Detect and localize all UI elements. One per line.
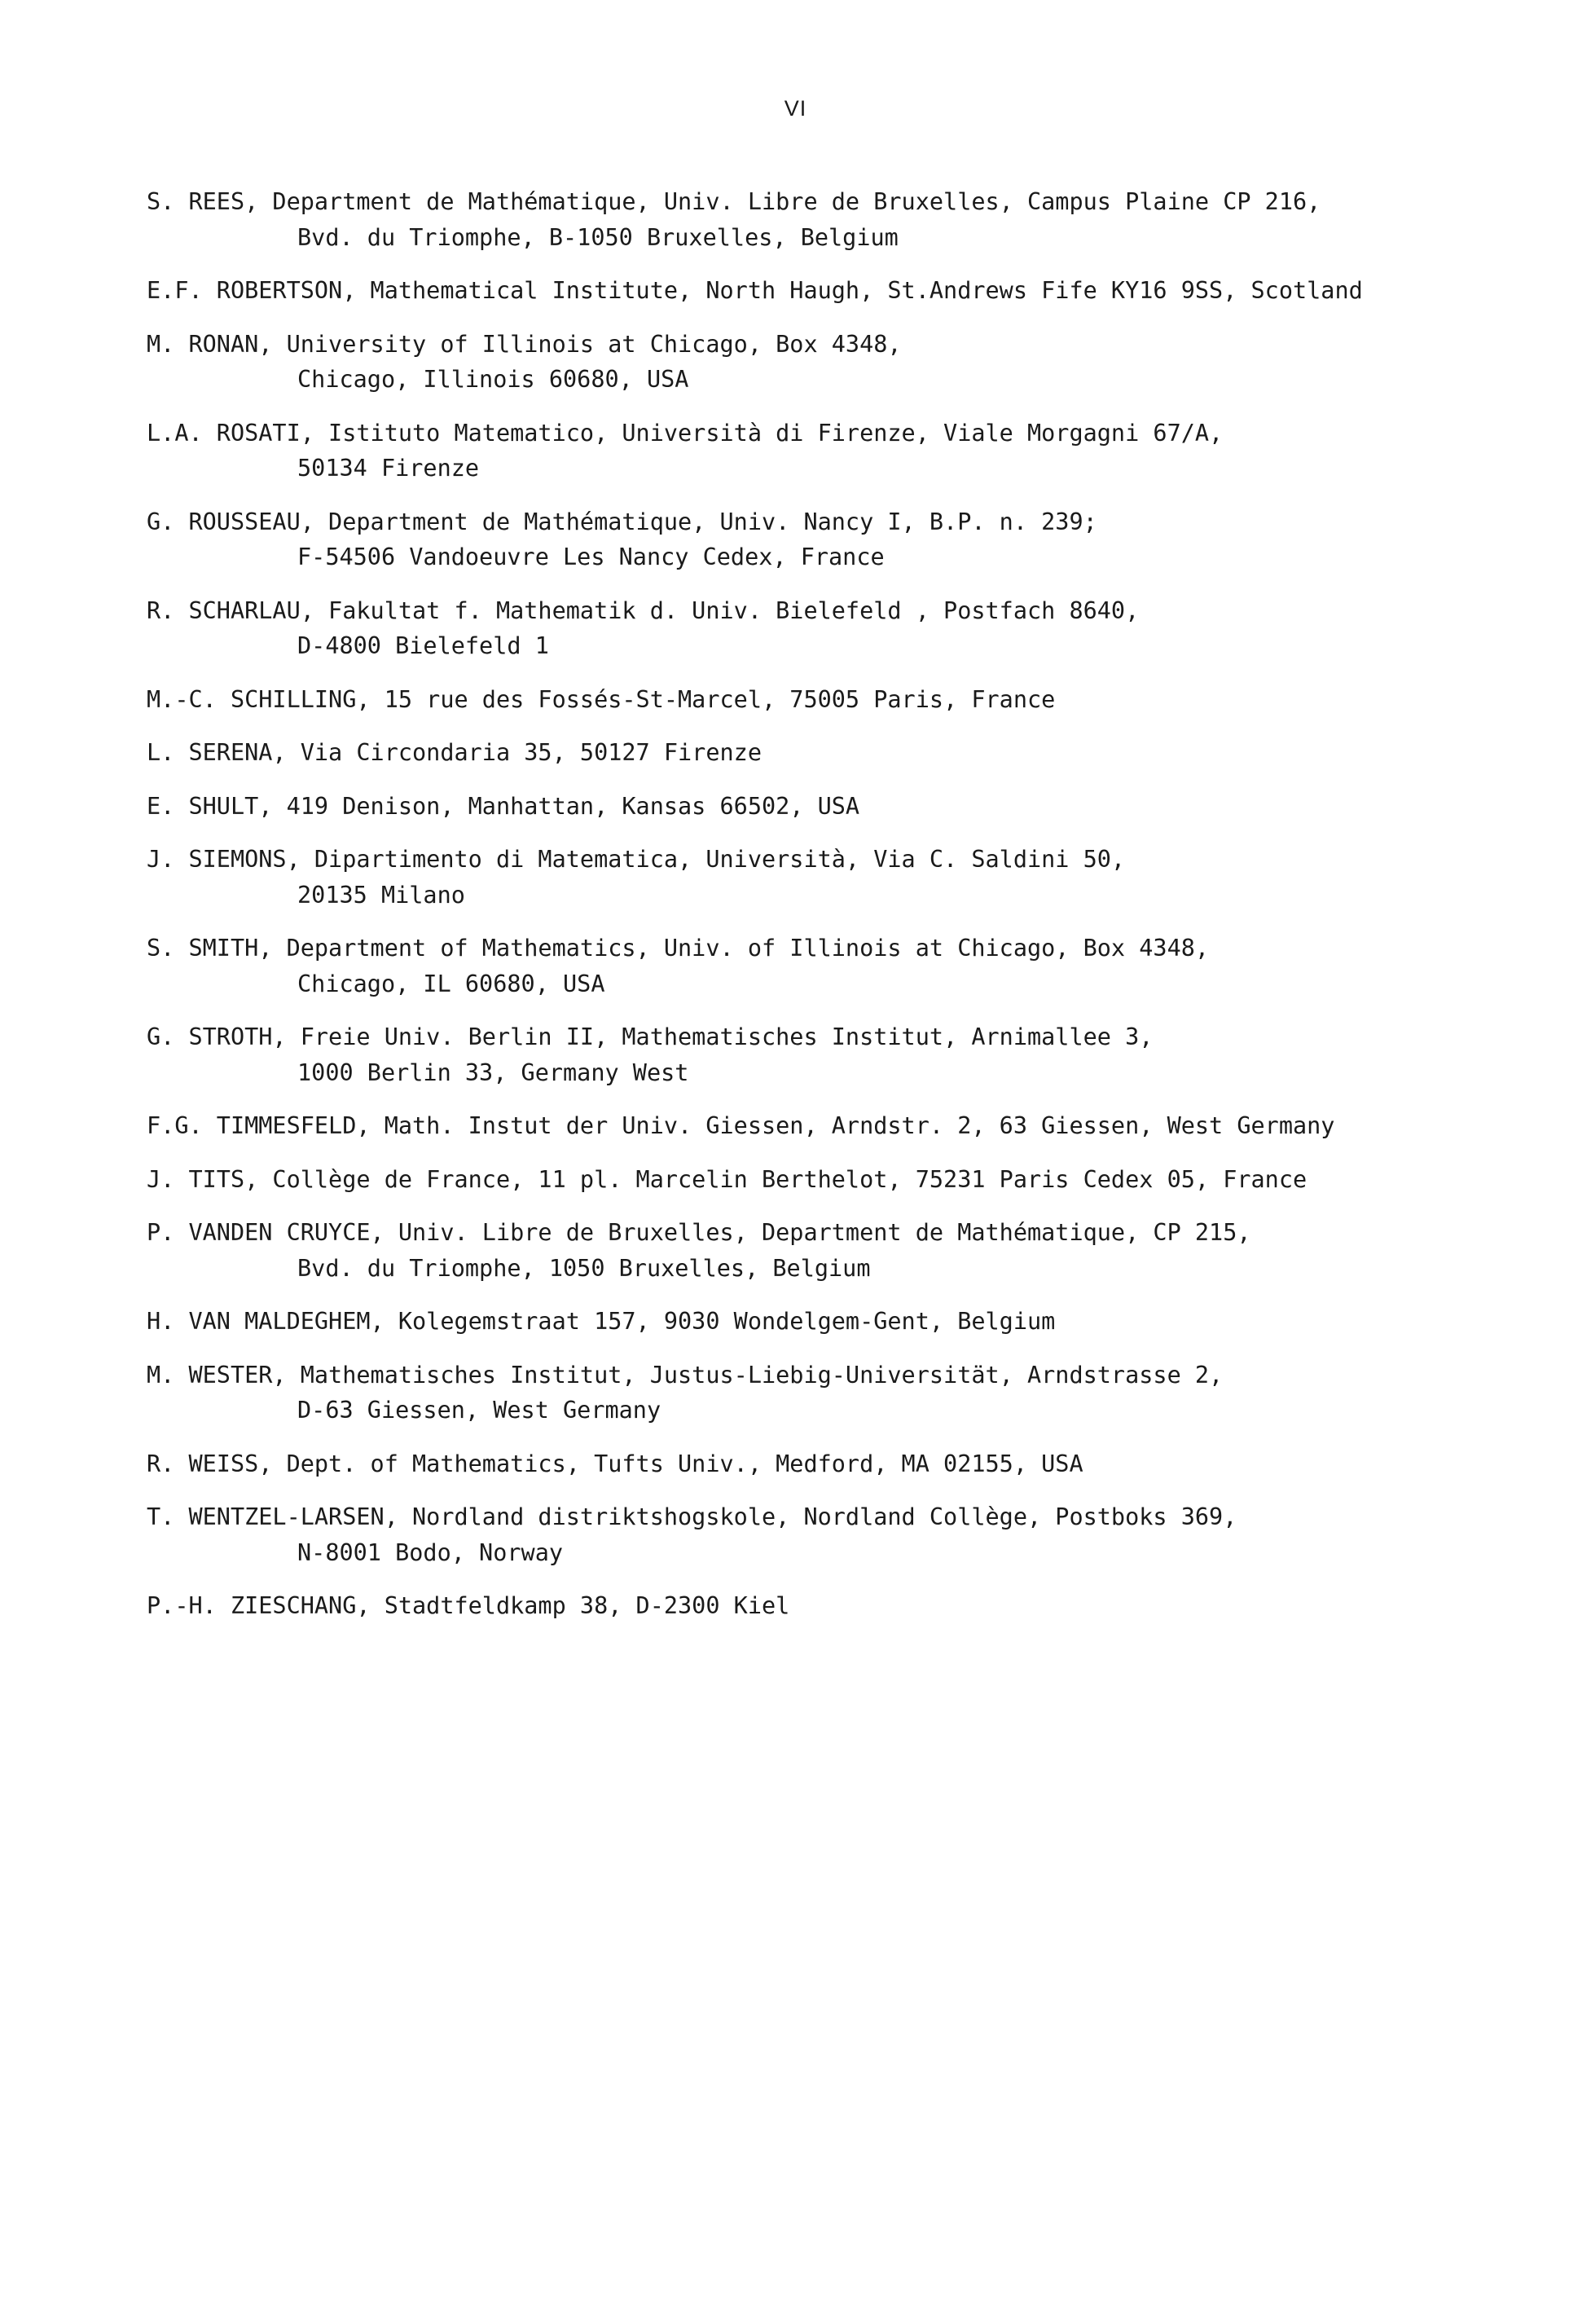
entry-line: R. SCHARLAU, Fakultat f. Mathematik d. Univ. Bielefeld , Postfach 8640, bbox=[147, 596, 1140, 624]
entry-line: P. VANDEN CRUYCE, Univ. Libre de Bruxelles, Department de Mathématique, CP 215, bbox=[147, 1219, 1251, 1246]
list-item bbox=[147, 416, 1564, 486]
list-item bbox=[147, 789, 1564, 825]
list-item bbox=[147, 1162, 1564, 1198]
entry-line: T. WENTZEL-LARSEN, Nordland distriktshogskole, Nordland Collège, Postboks 369, bbox=[147, 1503, 1237, 1530]
list-item bbox=[147, 327, 1564, 398]
entry-line: M. RONAN, University of Illinois at Chicago, Box 4348, bbox=[147, 330, 902, 358]
entry-line-continuation: Bvd. du Triomphe, 1050 Bruxelles, Belgium bbox=[297, 1254, 871, 1282]
list-item bbox=[147, 1499, 1564, 1570]
entry-line: S. REES, Department de Mathématique, Univ. Libre de Bruxelles, Campus Plaine CP 216, bbox=[147, 188, 1321, 215]
entry-line: M.-C. SCHILLING, 15 rue des Fossés-St-Marcel, 75005 Paris, France bbox=[147, 685, 1056, 713]
entry-line-continuation: 1000 Berlin 33, Germany West bbox=[297, 1059, 689, 1086]
list-item bbox=[147, 931, 1564, 1001]
entry-line: L. SERENA, Via Circondaria 35, 50127 Firenze bbox=[147, 739, 762, 766]
entry-line-continuation: 20135 Milano bbox=[297, 881, 465, 909]
entry-line-continuation: Bvd. du Triomphe, B-1050 Bruxelles, Belgium bbox=[297, 223, 899, 251]
entry-line-continuation: 50134 Firenze bbox=[297, 455, 480, 482]
list-item bbox=[147, 1588, 1564, 1624]
entry-line: G. ROUSSEAU, Department de Mathématique, Univ. Nancy I, B.P. n. 239; bbox=[147, 508, 1097, 535]
list-item bbox=[147, 593, 1564, 664]
entry-line-continuation: Chicago, Illinois 60680, USA bbox=[297, 366, 689, 393]
entry-line: G. STROTH, Freie Univ. Berlin II, Mathematisches Institut, Arnimallee 3, bbox=[147, 1023, 1154, 1050]
entry-line-continuation: Chicago, IL 60680, USA bbox=[297, 970, 605, 997]
entry-line: M. WESTER, Mathematisches Institut, Justus-Liebig-Universität, Arndstrasse 2, bbox=[147, 1361, 1224, 1389]
list-item bbox=[147, 184, 1564, 255]
entry-line-continuation: D-63 Giessen, West Germany bbox=[297, 1397, 661, 1424]
list-item bbox=[147, 273, 1564, 309]
entry-line-continuation: D-4800 Bielefeld 1 bbox=[297, 632, 549, 659]
list-item bbox=[147, 735, 1564, 771]
entry-line-continuation: F-54506 Vandoeuvre Les Nancy Cedex, France bbox=[297, 544, 885, 570]
list-item bbox=[147, 1019, 1564, 1090]
entry-line: J. SIEMONS, Dipartimento di Matematica, Università, Via C. Saldini 50, bbox=[147, 846, 1126, 873]
list-item bbox=[147, 1215, 1564, 1286]
list-item bbox=[147, 1304, 1564, 1340]
entry-line: H. VAN MALDEGHEM, Kolegemstraat 157, 9030 Wondelgem-Gent, Belgium bbox=[147, 1308, 1056, 1335]
entry-line: J. TITS, Collège de France, 11 pl. Marcelin Berthelot, 75231 Paris Cedex 05, France bbox=[147, 1165, 1308, 1193]
entry-line: E.F. ROBERTSON, Mathematical Institute, North Haugh, St.Andrews Fife KY16 9SS, Scotland bbox=[147, 277, 1363, 304]
entry-line: S. SMITH, Department of Mathematics, Univ. of Illinois at Chicago, Box 4348, bbox=[147, 935, 1210, 962]
entry-line: L.A. ROSATI, Istituto Matematico, Università di Firenze, Viale Morgagni 67/A, bbox=[147, 419, 1224, 447]
entry-line-continuation: N-8001 Bodo, Norway bbox=[297, 1538, 564, 1566]
list-item bbox=[147, 1446, 1564, 1482]
list-item bbox=[147, 504, 1564, 575]
list-item bbox=[147, 682, 1564, 718]
entry-line: R. WEISS, Dept. of Mathematics, Tufts Univ., Medford, MA 02155, USA bbox=[147, 1450, 1083, 1477]
entry-line: P.-H. ZIESCHANG, Stadtfeldkamp 38, D-2300 Kiel bbox=[147, 1592, 790, 1619]
page-number: VI bbox=[784, 96, 807, 121]
address-list bbox=[147, 184, 1564, 1642]
entry-line: F.G. TIMMESFELD, Math. Instut der Univ. Giessen, Arndstr. 2, 63 Giessen, West Germany bbox=[147, 1112, 1335, 1139]
list-item bbox=[147, 1108, 1564, 1144]
entry-line: E. SHULT, 419 Denison, Manhattan, Kansas 66502, USA bbox=[147, 792, 860, 820]
list-item bbox=[147, 842, 1564, 913]
list-item bbox=[147, 1358, 1564, 1428]
